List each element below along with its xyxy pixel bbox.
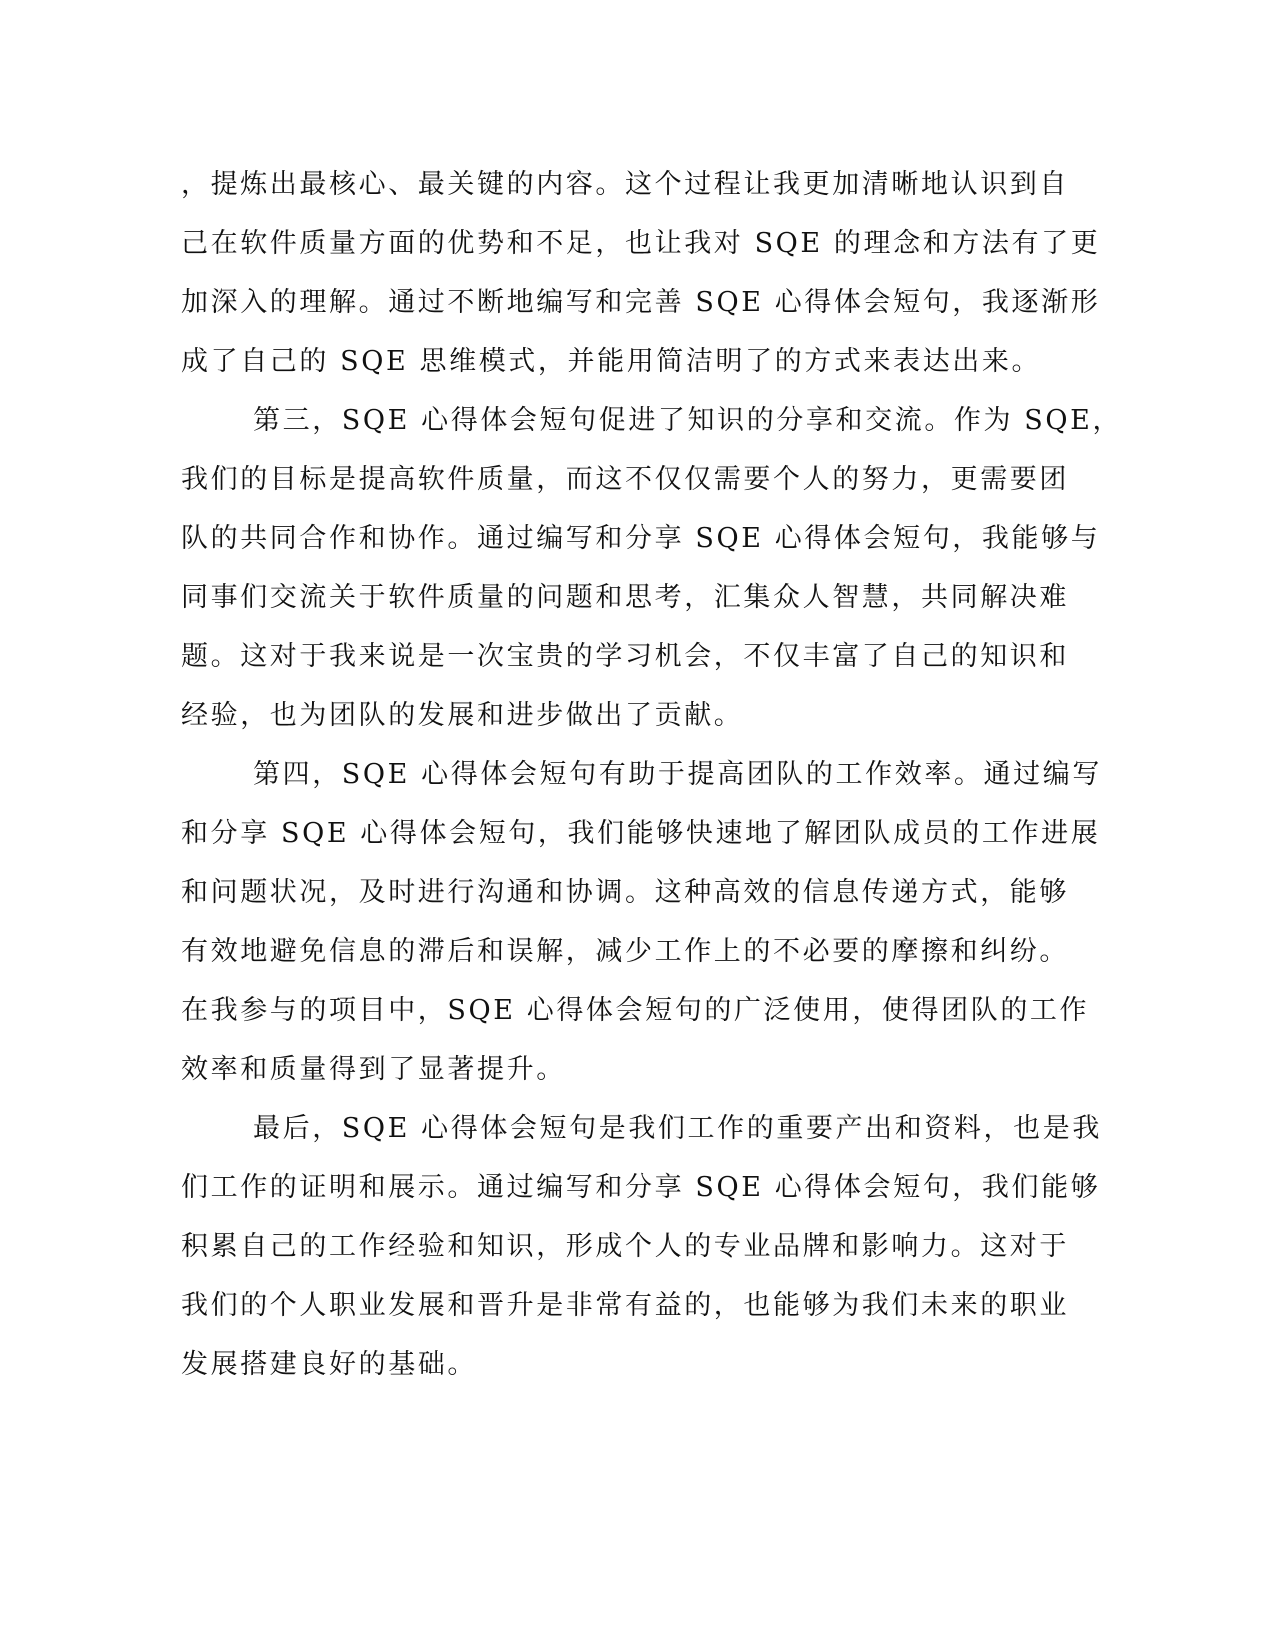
paragraph-first-line: 最后，SQE 心得体会短句是我们工作的重要产出和资料，也是我	[253, 1113, 1102, 1144]
text-line: 加深入的理解。通过不断地编写和完善 SQE 心得体会短句，我逐渐形	[181, 287, 1101, 318]
text-line: 队的共同合作和协作。通过编写和分享 SQE 心得体会短句，我能够与	[181, 523, 1101, 554]
paragraph-first-line: 第四，SQE 心得体会短句有助于提高团队的工作效率。通过编写	[253, 759, 1102, 790]
text-line: 积累自己的工作经验和知识，形成个人的专业品牌和影响力。这对于	[181, 1231, 1069, 1262]
body-text	[181, 155, 1123, 1394]
text-line: 和问题状况，及时进行沟通和协调。这种高效的信息传递方式，能够	[181, 877, 1069, 908]
text-line: 同事们交流关于软件质量的问题和思考，汇集众人智慧，共同解决难	[181, 582, 1069, 613]
text-line: 和分享 SQE 心得体会短句，我们能够快速地了解团队成员的工作进展	[181, 818, 1101, 849]
text-line: 效率和质量得到了显著提升。	[181, 1054, 566, 1085]
text-line: 题。这对于我来说是一次宝贵的学习机会，不仅丰富了自己的知识和	[181, 641, 1069, 672]
text-line: 发展搭建良好的基础。	[181, 1349, 477, 1380]
text-line: 我们的目标是提高软件质量，而这不仅仅需要个人的努力，更需要团	[181, 464, 1069, 495]
text-line: 在我参与的项目中，SQE 心得体会短句的广泛使用，使得团队的工作	[181, 995, 1090, 1026]
text-line: 有效地避免信息的滞后和误解，减少工作上的不必要的摩擦和纠纷。	[181, 936, 1069, 967]
text-line: 经验，也为团队的发展和进步做出了贡献。	[181, 700, 744, 731]
text-line: 成了自己的 SQE 思维模式，并能用简洁明了的方式来表达出来。	[181, 346, 1042, 377]
paragraph-first-line: 第三，SQE 心得体会短句促进了知识的分享和交流。作为 SQE，	[253, 405, 1123, 436]
text-line: 己在软件质量方面的优势和不足，也让我对 SQE 的理念和方法有了更	[181, 228, 1101, 259]
text-line: ，提炼出最核心、最关键的内容。这个过程让我更加清晰地认识到自	[181, 169, 1069, 200]
text-line: 们工作的证明和展示。通过编写和分享 SQE 心得体会短句，我们能够	[181, 1172, 1101, 1203]
text-line: 我们的个人职业发展和晋升是非常有益的，也能够为我们未来的职业	[181, 1290, 1069, 1321]
